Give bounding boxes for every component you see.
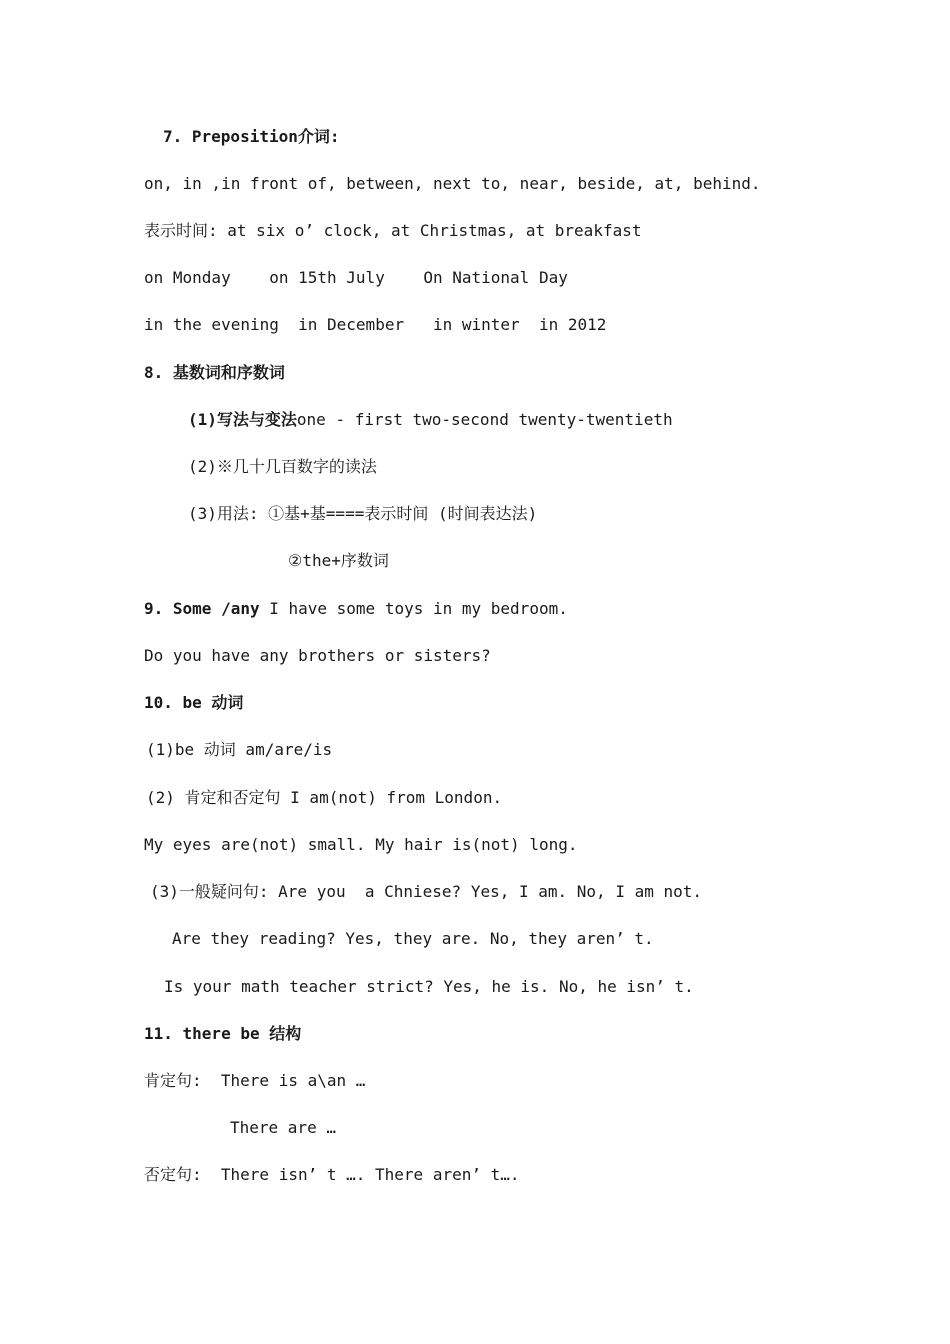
there-be-plural: There are … xyxy=(230,1118,336,1137)
section-11-title: 11. there be 结构 xyxy=(144,1024,302,1043)
be-question-teacher: Is your math teacher strict? Yes, he is. No, he isn’ t. xyxy=(164,977,694,996)
section-8-title: 8. 基数词和序数词 xyxy=(144,363,285,382)
be-verb-forms: (1)be 动词 am/are/is xyxy=(146,740,333,759)
numerals-item-1 xyxy=(188,410,673,430)
numerals-item-1-label: (1)写法与变法 xyxy=(188,410,297,429)
be-example-eyes-hair: My eyes are(not) small. My hair is(not) long. xyxy=(144,835,578,854)
section-10-title: 10. be 动词 xyxy=(144,693,244,712)
there-be-negative: 否定句: There isn’ t …. There aren’ t…. xyxy=(144,1165,520,1184)
time-prepositions-on: on Monday on 15th July On National Day xyxy=(144,268,568,287)
be-affirmative-negative: (2) 肯定和否定句 I am(not) from London. xyxy=(146,788,503,807)
time-prepositions-at: 表示时间: at six o’ clock, at Christmas, at breakfast xyxy=(144,221,642,240)
section-9-title: 9. Some /any xyxy=(144,599,260,618)
section-7-title: 7. Preposition介词: xyxy=(163,127,340,146)
numerals-item-3b: ②the+序数词 xyxy=(288,551,389,570)
time-prepositions-in: in the evening in December in winter in 2012 xyxy=(144,315,607,334)
there-be-affirmative: 肯定句: There is a\an … xyxy=(144,1071,366,1090)
any-example: Do you have any brothers or sisters? xyxy=(144,646,491,665)
numerals-item-1-text: one - first two-second twenty-twentieth xyxy=(296,410,673,429)
prepositions-list: on, in ,in front of, between, next to, near, beside, at, behind. xyxy=(144,174,761,193)
be-question-reading: Are they reading? Yes, they are. No, they aren’ t. xyxy=(172,929,654,948)
numerals-item-3: (3)用法: ①基+基====表示时间 (时间表达法) xyxy=(188,504,538,523)
be-questions: (3)一般疑问句: Are you a Chniese? Yes, I am. No, I am not. xyxy=(150,882,703,901)
section-9-line xyxy=(144,599,568,619)
numerals-item-2: (2)※几十几百数字的读法 xyxy=(188,457,377,476)
some-example: I have some toys in my bedroom. xyxy=(259,599,568,618)
